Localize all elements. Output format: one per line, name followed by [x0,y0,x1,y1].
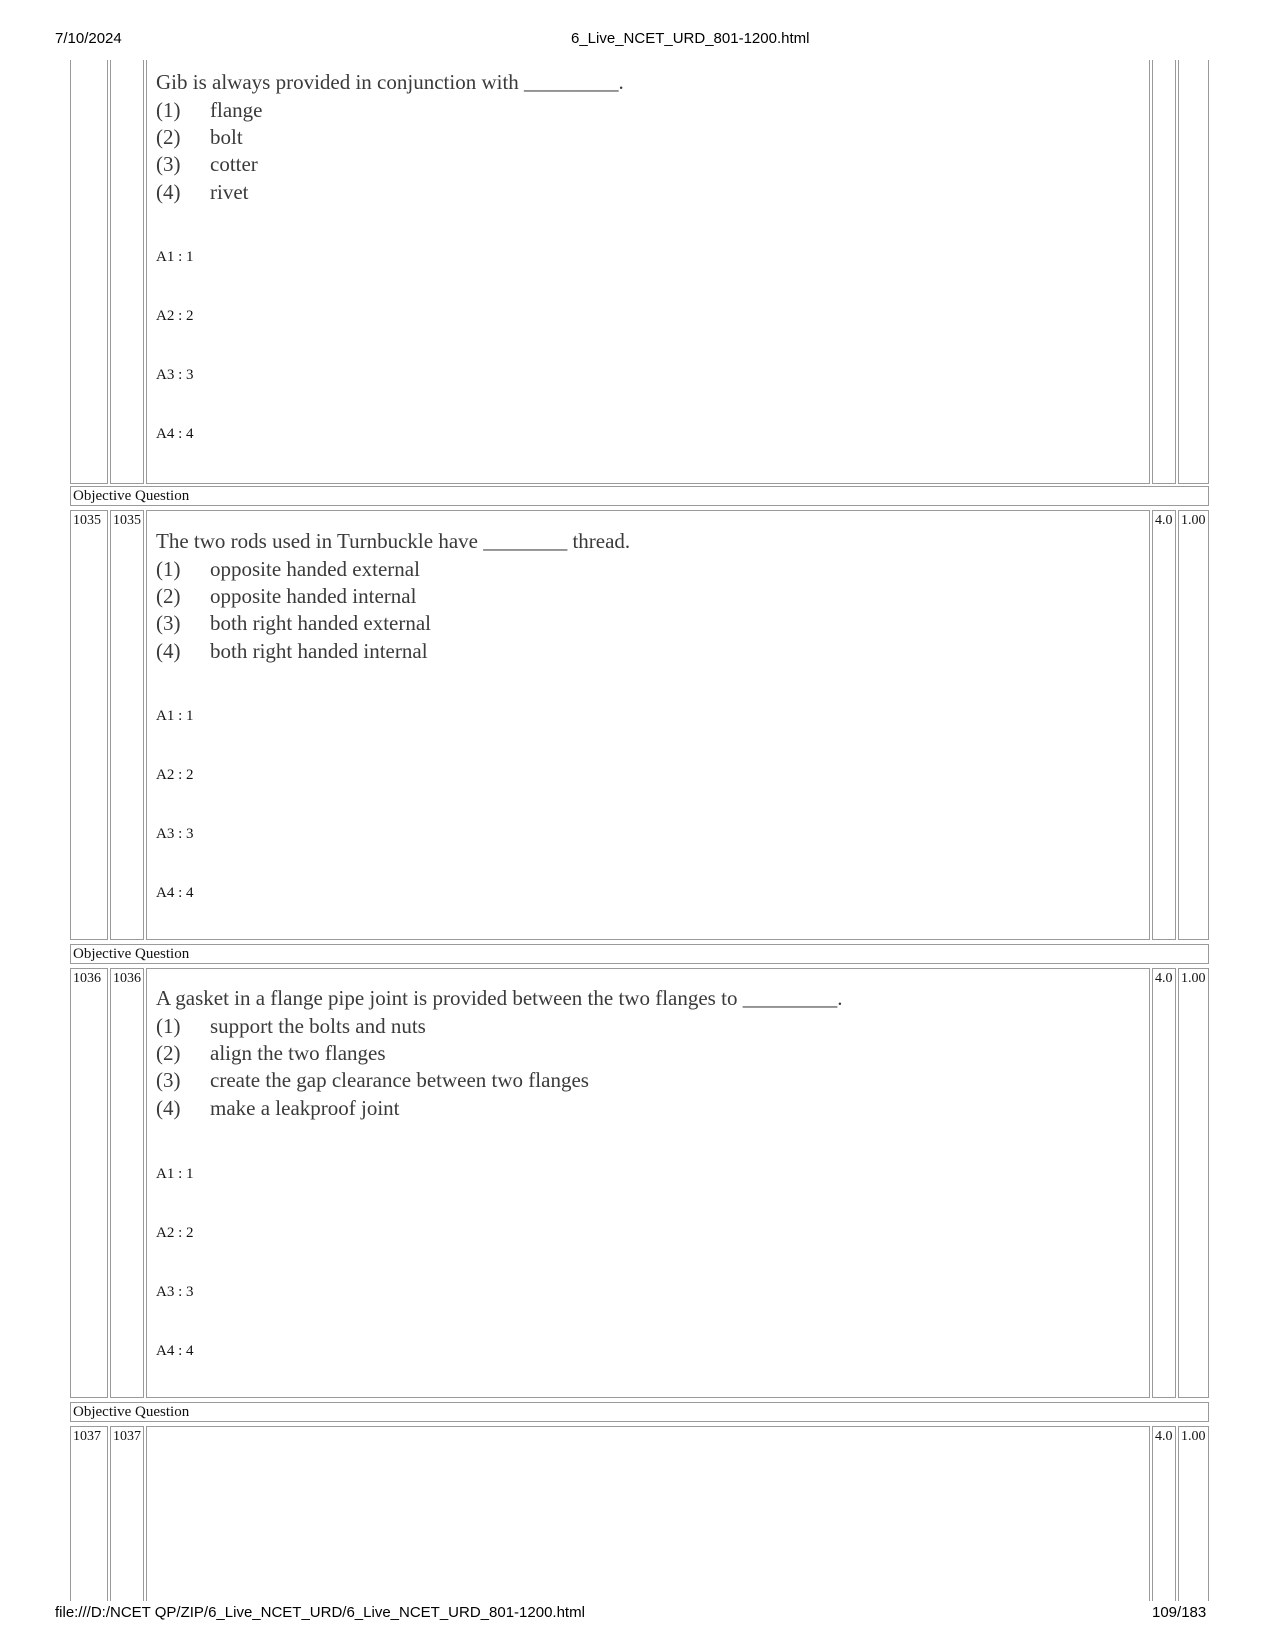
option-text: support the bolts and nuts [210,1014,426,1038]
answer-key: A2 : 2 [156,767,194,783]
qid-cell [70,968,108,1398]
option-number: (3) [156,152,181,176]
option-number: (1) [156,98,181,122]
print-date: 7/10/2024 [55,30,122,47]
question-id: 1037 [73,1429,101,1444]
qsno-cell [110,510,144,940]
option-text: opposite handed external [210,557,420,581]
objective-label-cell [70,486,1209,506]
answer-key: A1 : 1 [156,708,194,724]
option-text: bolt [210,125,243,149]
negative-marks-cell [1178,1426,1209,1601]
answer-key: A4 : 4 [156,885,194,901]
answer-key: A3 : 3 [156,367,194,383]
option-number: (2) [156,125,181,149]
question-serial: 1037 [113,1429,141,1444]
option-number: (2) [156,1041,181,1065]
answer-key: A1 : 1 [156,249,194,265]
question-content-cell [146,60,1150,484]
marks: 4.0 [1155,513,1173,528]
qid-cell [70,1426,108,1601]
answer-key: A4 : 4 [156,1343,194,1359]
question-stem: The two rods used in Turnbuckle have ________ thread. [156,529,631,553]
objective-label: Objective Question [73,488,190,504]
option-number: (4) [156,1096,181,1120]
qsno-cell [110,60,144,484]
qsno-cell [110,1426,144,1601]
page-number: 109/183 [1152,1604,1207,1621]
marks-cell [1152,1426,1176,1601]
negative-marks: 1.00 [1181,513,1206,528]
option-number: (2) [156,584,181,608]
objective-label-cell [70,944,1209,964]
question-content-cell [146,1426,1150,1601]
marks: 4.0 [1155,971,1173,986]
option-number: (4) [156,180,181,204]
document-title: 6_Live_NCET_URD_801-1200.html [571,30,810,47]
negative-marks-cell [1178,60,1209,484]
option-number: (1) [156,1014,181,1038]
option-text: flange [210,98,263,122]
question-serial: 1035 [113,513,141,528]
qid-cell [70,510,108,940]
file-path: file:///D:/NCET QP/ZIP/6_Live_NCET_URD/6_Live_NCET_URD_801-1200.html [55,1604,585,1621]
marks-cell [1152,510,1176,940]
answer-key: A4 : 4 [156,426,194,442]
question-serial: 1036 [113,971,141,986]
marks-cell [1152,968,1176,1398]
question-stem: A gasket in a flange pipe joint is provided between the two flanges to _________. [156,986,843,1010]
option-text: opposite handed internal [210,584,417,608]
negative-marks-cell [1178,510,1209,940]
qid-cell [70,60,108,484]
option-number: (1) [156,557,181,581]
answer-key: A2 : 2 [156,308,194,324]
option-text: make a leakproof joint [210,1096,400,1120]
answer-key: A2 : 2 [156,1225,194,1241]
marks-cell [1152,60,1176,484]
option-text: rivet [210,180,249,204]
objective-label: Objective Question [73,1404,190,1420]
negative-marks: 1.00 [1181,1429,1206,1444]
question-id: 1035 [73,513,101,528]
option-text: align the two flanges [210,1041,386,1065]
answer-key: A3 : 3 [156,826,194,842]
option-text: create the gap clearance between two flanges [210,1068,589,1092]
option-text: both right handed external [210,611,432,635]
question-stem: Gib is always provided in conjunction with _________. [156,70,624,94]
objective-label: Objective Question [73,946,190,962]
negative-marks: 1.00 [1181,971,1206,986]
negative-marks-cell [1178,968,1209,1398]
question-id: 1036 [73,971,101,986]
option-text: both right handed internal [210,639,428,663]
option-text: cotter [210,152,258,176]
objective-label-cell [70,1402,1209,1422]
marks: 4.0 [1155,1429,1173,1444]
qsno-cell [110,968,144,1398]
answer-key: A3 : 3 [156,1284,194,1300]
option-number: (3) [156,611,181,635]
option-number: (3) [156,1068,181,1092]
answer-key: A1 : 1 [156,1166,194,1182]
option-number: (4) [156,639,181,663]
